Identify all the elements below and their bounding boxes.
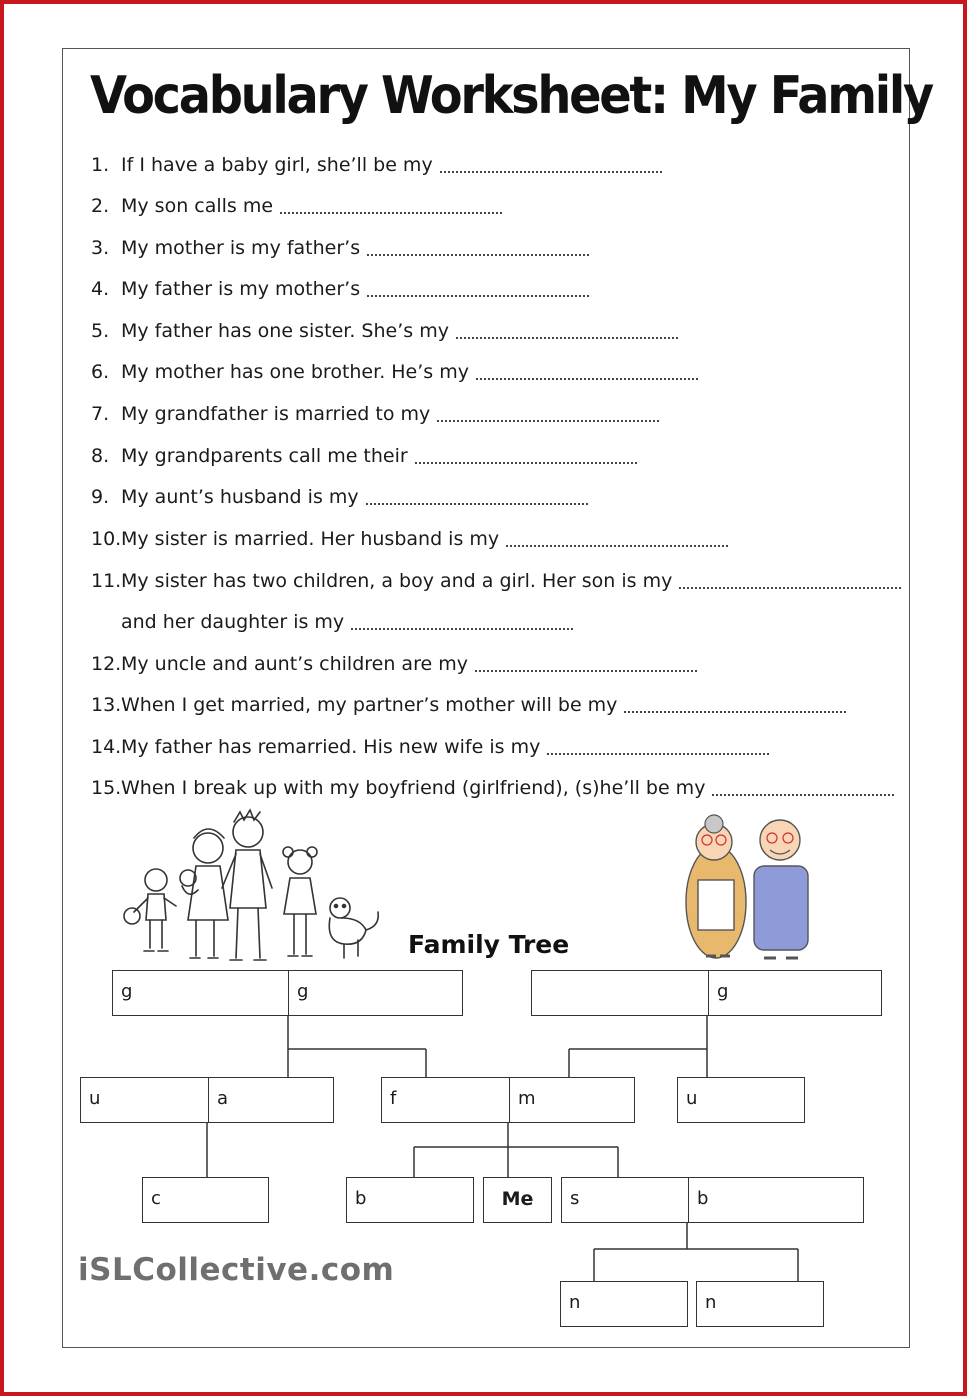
question-text: My aunt’s husband is my [121, 486, 359, 508]
brother-field[interactable] [346, 1177, 474, 1223]
grandparent-hint: g [121, 981, 133, 1002]
grandparent-field[interactable] [288, 971, 462, 1015]
uncle-right-field[interactable] [677, 1077, 805, 1123]
question-number: 4. [91, 278, 110, 300]
question-text: My grandparents call me their [121, 445, 408, 467]
question-text: My father has remarried. His new wife is my [121, 736, 541, 758]
question-number: 5. [91, 320, 110, 342]
question-text: My sister has two children, a boy and a girl. Her son is my [121, 570, 673, 592]
question-number: 8. [91, 445, 110, 467]
brother-in-law-field[interactable] [688, 1178, 863, 1222]
sister-couple-box [561, 1177, 864, 1223]
uncle-field[interactable] [81, 1078, 208, 1122]
question-number: 15. [91, 777, 122, 799]
nephew-field[interactable] [560, 1281, 688, 1327]
question-text: When I break up with my boyfriend (girlfriend), (s)he’ll be my [121, 777, 706, 799]
question-number: 14. [91, 736, 122, 758]
question-text: My son calls me [121, 195, 274, 217]
grandparent-field[interactable] [708, 971, 881, 1015]
family-tree-title: Family Tree [408, 930, 570, 959]
question-number: 1. [91, 154, 110, 176]
question-number: 10. [91, 528, 122, 550]
aunt-field[interactable] [208, 1078, 333, 1122]
question-text: My sister is married. Her husband is my [121, 528, 500, 550]
question-number: 9. [91, 486, 110, 508]
father-hint: f [390, 1088, 397, 1109]
question-number: 11. [91, 570, 122, 592]
grandparent-field[interactable] [113, 971, 288, 1015]
question-text: and her daughter is my [121, 611, 345, 633]
nephew-hint: n [569, 1292, 581, 1313]
question-number: 12. [91, 653, 122, 675]
brand-logo-text: iSLCollective.com [78, 1252, 395, 1288]
grandparent-field[interactable] [532, 971, 708, 1015]
father-field[interactable] [382, 1078, 509, 1122]
uncle-aunt-box [80, 1077, 334, 1123]
grandparent-hint: g [717, 981, 729, 1002]
question-number: 13. [91, 694, 122, 716]
question-text: My uncle and aunt’s children are my [121, 653, 468, 675]
me-box [483, 1177, 552, 1223]
question-text: My father is my mother’s [121, 278, 361, 300]
grandparents-right-box [531, 970, 882, 1016]
uncle-hint: u [686, 1088, 698, 1109]
question-number: 2. [91, 195, 110, 217]
niece-hint: n [705, 1292, 717, 1313]
grandparent-hint: g [297, 981, 309, 1002]
me-label: Me [501, 1188, 534, 1210]
question-text: My mother has one brother. He’s my [121, 361, 469, 383]
parents-box [381, 1077, 635, 1123]
mother-field[interactable] [509, 1078, 634, 1122]
uncle-hint: u [89, 1088, 101, 1109]
brother-in-law-hint: b [697, 1188, 709, 1209]
question-number: 6. [91, 361, 110, 383]
sister-field[interactable] [562, 1178, 688, 1222]
mother-hint: m [518, 1088, 536, 1109]
sister-hint: s [570, 1188, 580, 1209]
brother-hint: b [355, 1188, 367, 1209]
question-number: 7. [91, 403, 110, 425]
niece-field[interactable] [696, 1281, 824, 1327]
cousin-field[interactable] [142, 1177, 269, 1223]
grandparents-left-box [112, 970, 463, 1016]
question-text: My grandfather is married to my [121, 403, 431, 425]
question-text: My father has one sister. She’s my [121, 320, 449, 342]
aunt-hint: a [217, 1088, 229, 1109]
question-number: 3. [91, 237, 110, 259]
question-text: My mother is my father’s [121, 237, 361, 259]
question-text: If I have a baby girl, she’ll be my [121, 154, 433, 176]
question-text: When I get married, my partner’s mother will be my [121, 694, 618, 716]
cousin-hint: c [151, 1188, 161, 1209]
page-title: Vocabulary Worksheet: My Family [90, 66, 932, 126]
